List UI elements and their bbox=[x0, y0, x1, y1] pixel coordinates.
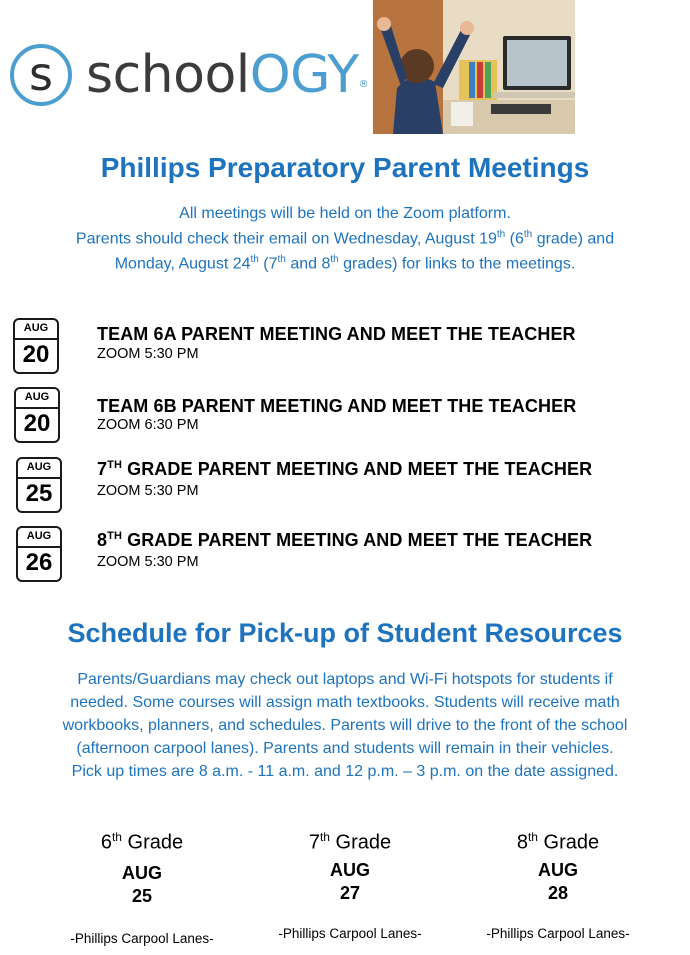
event-title: 8TH GRADE PARENT MEETING AND MEET THE TEACHER bbox=[97, 530, 593, 550]
pickup-grade: 8th Grade bbox=[516, 830, 600, 854]
calendar-icon: AUG 20 bbox=[13, 318, 59, 374]
pickup-month: AUG bbox=[122, 862, 162, 883]
pickup-8th-grade bbox=[458, 830, 658, 941]
intro-text bbox=[30, 203, 660, 275]
pickup-month: AUG bbox=[538, 859, 578, 880]
event-time: ZOOM 6:30 PM bbox=[97, 417, 199, 433]
event-item bbox=[0, 526, 690, 588]
pickup-location: -Phillips Carpool Lanes- bbox=[70, 930, 214, 946]
pickup-7th-grade bbox=[250, 830, 450, 941]
pickup-month: AUG bbox=[330, 859, 370, 880]
logo-s-mark: s bbox=[29, 47, 53, 101]
pickup-location: -Phillips Carpool Lanes- bbox=[486, 925, 630, 941]
event-time: ZOOM 5:30 PM bbox=[97, 554, 199, 570]
event-title: 7TH GRADE PARENT MEETING AND MEET THE TEACHER bbox=[97, 459, 593, 479]
event-time: ZOOM 5:30 PM bbox=[97, 483, 199, 499]
intro-line-3: Monday, August 24th (7th and 8th grades) for links to the meetings. bbox=[114, 254, 576, 273]
event-item bbox=[0, 457, 690, 519]
pickup-grade: 7th Grade bbox=[308, 830, 392, 854]
event-title: TEAM 6A PARENT MEETING AND MEET THE TEACHER bbox=[97, 324, 576, 344]
calendar-icon: AUG 20 bbox=[14, 387, 60, 443]
student-computer-photo bbox=[373, 0, 575, 134]
schedule-title: Schedule for Pick-up of Student Resources bbox=[67, 618, 623, 648]
pickup-6th-grade bbox=[42, 830, 242, 946]
pickup-day: 25 bbox=[131, 885, 153, 906]
schedule-text: Parents/Guardians may check out laptops and Wi-Fi hotspots for students if needed. Some courses will assign math textbooks. Students will receive math workbooks, planners, and schedules. Parents will drive to the front of the school (afternoon carpool lanes). Parents and students will remain in their vehicles. Pick up times are 8 a.m. - 11 a.m. and 12 p.m. – 3 p.m. on the date assigned. bbox=[62, 671, 628, 780]
intro-line-2: Parents should check their email on Wednesday, August 19th (6th grade) and bbox=[75, 229, 615, 248]
schoology-logo bbox=[10, 44, 369, 106]
pickup-day: 27 bbox=[339, 882, 361, 903]
calendar-icon: AUG 25 bbox=[16, 457, 62, 513]
pickup-location: -Phillips Carpool Lanes- bbox=[278, 925, 422, 941]
event-time: ZOOM 5:30 PM bbox=[97, 346, 199, 362]
event-item bbox=[0, 387, 690, 449]
event-title: TEAM 6B PARENT MEETING AND MEET THE TEACHER bbox=[97, 396, 577, 416]
pickup-grade: 6th Grade bbox=[100, 830, 184, 854]
page-title: Phillips Preparatory Parent Meetings bbox=[100, 152, 590, 183]
logo-wordmark: schoolOGY® bbox=[86, 45, 369, 105]
event-item bbox=[0, 318, 690, 380]
pickup-day: 28 bbox=[547, 882, 569, 903]
intro-line-1: All meetings will be held on the Zoom platform. bbox=[179, 205, 511, 222]
calendar-icon: AUG 26 bbox=[16, 526, 62, 582]
